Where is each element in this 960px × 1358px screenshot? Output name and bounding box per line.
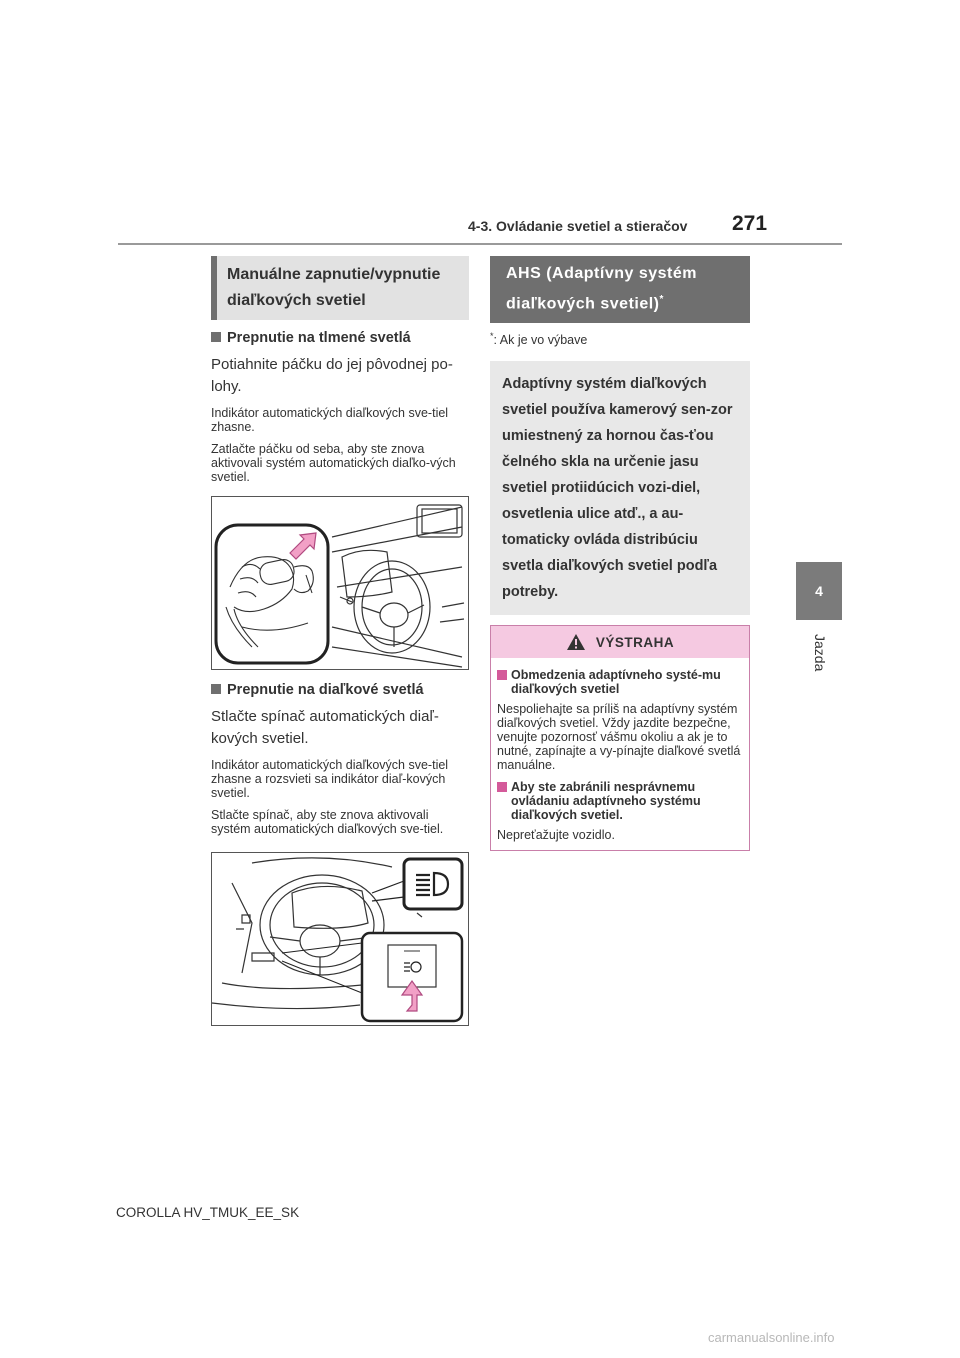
page-number: 271 [732, 212, 768, 235]
chapter-label: Jazda [812, 634, 828, 672]
square-bullet-icon [497, 782, 507, 792]
manual-highbeam-title: Manuálne zapnutie/vypnutie diaľkových svetiel [211, 256, 469, 320]
warning-header [491, 626, 749, 658]
footnote-text: : Ak je vo výbave [493, 333, 588, 348]
warning-title: VÝSTRAHA [595, 634, 675, 650]
instruction-text: Stlačte spínač automatických diaľ-kových svetiel. [211, 708, 439, 747]
figure-lever-pull [211, 496, 469, 670]
subheading-low-beam [211, 330, 469, 346]
right-column [490, 256, 750, 851]
note-text: Stlačte spínač, aby ste znova aktivovali systém automatických diaľkových sve-tiel. [211, 808, 444, 836]
ahs-description: Adaptívny systém diaľkových svetiel používa kamerový sen-zor umiestnený za hornou čas-ťou čelného skla na určenie jasu svetiel protiidúcich vozi-diel, osvetlenia ulice atď., a au-tomaticky ovláda distribúciu svetla diaľkových svetiel podľa potreby. [490, 361, 750, 615]
subheading-text: Prepnutie na tlmené svetlá [227, 330, 411, 346]
header-divider [118, 243, 842, 245]
chapter-tab: 4 [796, 562, 842, 620]
warning-text: Nespoliehajte sa príliš na adaptívny systém diaľkových svetiel. Vždy jazdite bezpečne, venujte pozornosť vášmu okoliu a ak je to nutné, zapínajte a vy-pínajte diaľkové svetlá manuálne. [497, 702, 741, 773]
subheading-text: Prepnutie na diaľkové svetlá [227, 682, 424, 698]
footnote [490, 331, 750, 347]
warning-box [490, 625, 750, 851]
ahs-title-text: AHS (Adaptívny systém diaľkových svetiel) [506, 265, 697, 313]
warning-body [491, 658, 749, 850]
note-text: Indikátor automatických diaľkových sve-tiel zhasne a rozsvieti sa indikátor diaľ-kových svetiel. [211, 758, 449, 800]
warning-text: Nepreťažujte vozidlo. [497, 828, 615, 843]
document-footer: COROLLA HV_TMUK_EE_SK [116, 1205, 300, 1220]
figure-ahs-switch [211, 852, 469, 1026]
instruction-text: Potiahnite páčku do jej pôvodnej po-lohy. [211, 356, 453, 395]
lever-illustration [212, 497, 468, 669]
switch-illustration [212, 853, 468, 1025]
warning-subheading: Obmedzenia adaptívneho systé-mu diaľkových svetiel [497, 668, 743, 696]
left-column [211, 256, 469, 1026]
footnote-marker: * [659, 294, 664, 305]
warning-subheading: Aby ste zabránili nesprávnemu ovládaniu adaptívneho systému diaľkových svetiel. [497, 780, 743, 822]
note-text: Indikátor automatických diaľkových sve-tiel zhasne. [211, 406, 449, 434]
square-bullet-icon [211, 332, 221, 342]
square-bullet-icon [211, 684, 221, 694]
subheading-high-beam [211, 682, 469, 698]
watermark: carmanualsonline.info [708, 1330, 835, 1345]
ahs-title [490, 256, 750, 323]
square-bullet-icon [497, 670, 507, 680]
footnote-marker: * [490, 331, 494, 342]
note-text: Zatlačte páčku od seba, aby ste znova aktivovali systém automatických diaľko-vých svetiel. [211, 442, 456, 484]
section-title: 4-3. Ovládanie svetiel a stieračov [468, 218, 688, 234]
warning-triangle-icon [566, 633, 586, 651]
